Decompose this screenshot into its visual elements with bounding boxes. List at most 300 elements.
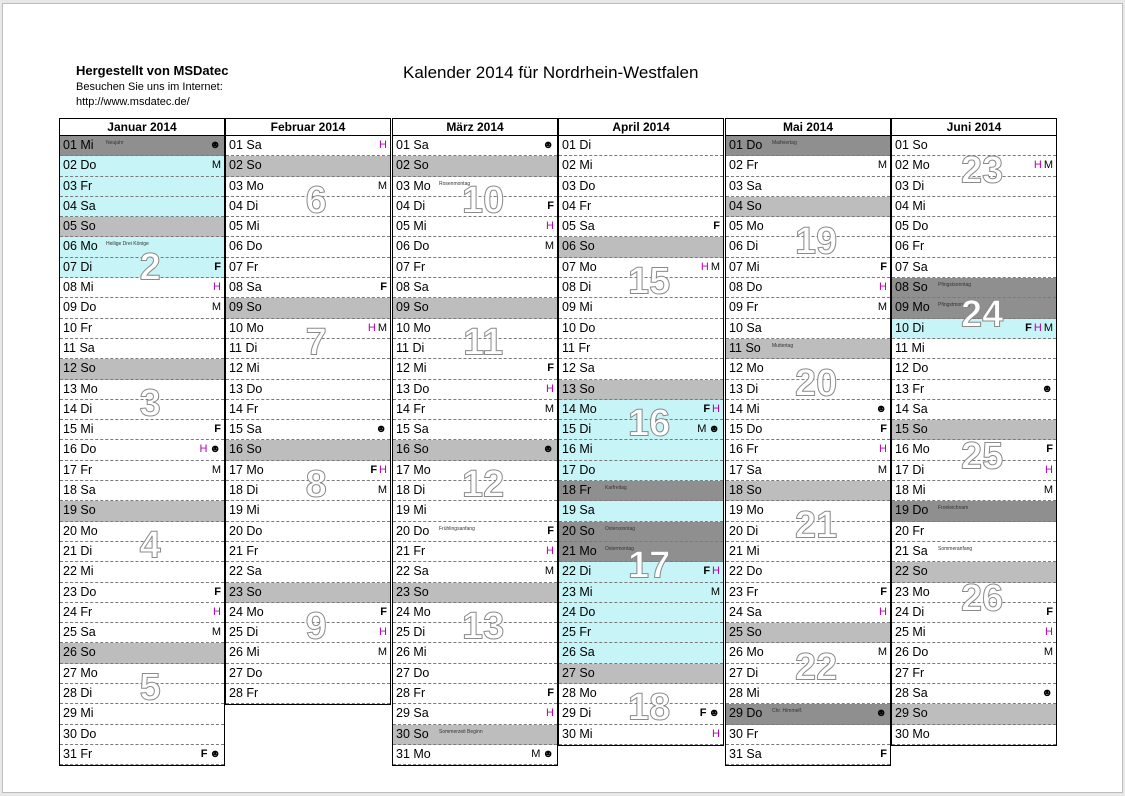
day-row [726,339,890,359]
day-row [60,217,224,237]
week-number-text: 25 [961,435,1004,478]
day-row [60,400,224,420]
day-row [559,237,723,257]
day-row [393,258,557,278]
day-row [60,725,224,745]
day-label: 02 Mi [562,158,593,173]
day-row [726,156,890,176]
day-label: 20 Do [396,523,430,538]
day-markers [213,281,221,293]
day-label: 06 So [562,239,595,254]
day-row [226,542,390,562]
day-label: 23 Mi [562,584,593,599]
day-row [393,583,557,603]
marker-H: H [712,565,720,578]
week-number-text: 17 [628,544,671,587]
marker-H: H [213,281,221,294]
company-url[interactable]: http://www.msdatec.de/ [76,96,190,108]
month-column [725,118,891,766]
day-label: 12 Sa [562,361,595,376]
day-label: 15 So [895,422,928,437]
day-label: 11 Di [396,340,425,355]
day-label: 14 Sa [895,401,928,416]
day-label: 11 Mi [895,340,925,355]
day-markers [1045,464,1053,476]
day-label: 16 Fr [729,442,759,457]
day-label: 14 Mo [562,401,597,416]
day-label: 09 Mi [562,300,593,315]
day-label: 29 Sa [396,706,429,721]
day-row [559,623,723,643]
marker-F: F [1025,321,1032,334]
day-row [393,522,557,542]
day-label: 27 Fr [895,665,925,680]
day-markers [878,301,887,313]
day-label: 17 Do [562,462,596,477]
marker-H: H [879,605,887,618]
day-row [393,684,557,704]
day-row [892,217,1056,237]
day-label: 22 Do [729,564,763,579]
marker-H: H [1045,626,1053,639]
marker-F: F [1046,443,1053,456]
marker-M: M [544,402,554,415]
marker-M: M [877,301,887,314]
day-label: 12 Mo [729,361,764,376]
day-markers [545,240,554,252]
week-number-text: 10 [462,179,505,222]
day-label: 13 Mo [63,381,98,396]
day-row [892,704,1056,724]
day-label: 08 Mi [63,280,94,295]
day-row [226,156,390,176]
day-label: 09 So [396,300,429,315]
day-row [393,725,557,745]
marker-H: H [213,605,221,618]
day-label: 05 Sa [562,219,595,234]
day-label: 06 Do [396,239,430,254]
day-label: 29 Do [729,706,763,721]
month-header: Mai 2014 [726,119,890,136]
day-label: 29 So [895,706,928,721]
marker-M: M [211,626,221,639]
holiday-name: Pfingstsonntag [938,282,972,289]
marker-M: M [377,484,387,497]
moon-phase-icon: ☻ [1041,687,1053,700]
moon-phase-icon: ☻ [708,423,720,436]
day-label: 24 Do [562,604,596,619]
day-label: 14 Fr [229,401,259,416]
day-label: 28 Mi [729,686,760,701]
day-row [726,136,890,156]
day-label: 18 Sa [63,483,96,498]
day-label: 29 Di [562,706,592,721]
day-markers [880,748,887,760]
day-label: 03 Mo [396,178,431,193]
week-number-text: 19 [795,220,838,263]
day-label: 06 Di [729,239,759,254]
day-row [393,298,557,318]
marker-H: H [879,443,887,456]
day-label: 23 Fr [729,584,759,599]
day-label: 05 Do [895,219,929,234]
day-markers [1041,383,1053,395]
day-row [559,258,723,278]
day-label: 08 Di [562,280,592,295]
day-label: 19 Mi [229,503,260,518]
day-row [892,359,1056,379]
day-row [726,278,890,298]
day-row [726,319,890,339]
day-label: 17 Mo [396,462,431,477]
day-label: 05 Mi [229,219,260,234]
week-number-text: 16 [628,402,671,445]
day-markers [879,281,887,293]
week-number-text: 3 [139,382,161,425]
day-label: 01 Do [729,138,763,152]
day-label: 26 Sa [562,645,595,660]
day-row [393,664,557,684]
day-label: 28 Mo [562,686,597,701]
day-row [559,704,723,724]
day-row [559,684,723,704]
day-row [726,440,890,460]
day-label: 19 Mi [396,503,427,518]
day-markers [712,728,720,740]
week-number-text: 12 [462,463,505,506]
day-row [393,177,557,197]
day-row [892,380,1056,400]
day-markers [201,748,221,760]
day-markers [547,200,554,212]
day-markers [545,565,554,577]
day-label: 09 Fr [729,300,759,315]
day-label: 18 Mi [895,483,926,498]
day-row [226,136,390,156]
day-row [393,603,557,623]
day-row [393,562,557,582]
day-label: 19 Mo [729,503,764,518]
day-label: 23 Mo [895,584,930,599]
day-markers [878,464,887,476]
marker-F: F [1046,605,1053,618]
day-markers [879,606,887,618]
day-label: 12 Mi [229,361,260,376]
day-list [559,136,723,745]
day-label: 22 Di [562,564,592,579]
day-label: 23 Do [63,584,97,599]
day-row [60,359,224,379]
month-column [225,118,391,705]
day-label: 03 Do [562,178,596,193]
day-row [60,339,224,359]
month-header: April 2014 [559,119,723,136]
day-markers [1044,484,1053,496]
day-markers [1046,443,1053,455]
moon-phase-icon: ☻ [542,139,554,151]
day-markers [542,139,554,151]
day-markers [214,586,221,598]
day-row [226,217,390,237]
day-markers [378,646,387,658]
day-row [726,725,890,745]
day-label: 02 Do [63,158,97,173]
day-row [726,603,890,623]
day-markers [875,403,887,415]
day-label: 16 Mi [562,442,593,457]
day-label: 20 Do [229,523,263,538]
day-label: 05 Mo [729,219,764,234]
day-row [60,562,224,582]
day-row [726,562,890,582]
week-number-text: 9 [305,605,327,648]
day-row [559,643,723,663]
day-markers [546,383,554,395]
day-row [60,420,224,440]
day-row [226,522,390,542]
day-label: 10 Fr [63,320,93,335]
day-row [60,237,224,257]
moon-phase-icon: ☻ [209,139,221,151]
week-number-text: 15 [628,260,671,303]
day-label: 10 Mo [229,320,264,335]
day-markers [199,443,221,455]
day-label: 25 Fr [562,625,592,640]
marker-H: H [712,727,720,740]
holiday-name: Chr. Himmelf. [772,708,803,715]
marker-M: M [531,747,541,760]
day-label: 09 Do [63,300,97,315]
day-row [60,461,224,481]
day-row [226,684,390,704]
day-row [226,420,390,440]
marker-F: F [214,585,221,598]
day-markers [213,606,221,618]
day-label: 13 So [562,381,595,396]
day-row [892,643,1056,663]
day-row [60,380,224,400]
day-row [559,420,723,440]
day-markers [703,565,720,577]
day-markers [212,464,221,476]
day-row [226,643,390,663]
day-label: 25 Mi [895,625,926,640]
day-row [892,339,1056,359]
day-label: 27 Do [396,665,430,680]
day-label: 26 Mi [396,645,427,660]
day-label: 18 Fr [562,483,592,498]
day-row [726,359,890,379]
day-label: 10 Di [895,320,925,335]
marker-M: M [1043,159,1053,172]
day-row [726,623,890,643]
day-label: 22 Mi [63,564,94,579]
day-markers [378,180,387,192]
day-row [559,197,723,217]
day-row [726,522,890,542]
moon-phase-icon: ☻ [875,707,887,720]
month-header: Februar 2014 [226,119,390,136]
marker-H: H [1033,159,1042,172]
day-label: 21 Fr [396,543,426,558]
day-row [60,522,224,542]
day-row [892,501,1056,521]
day-label: 01 Di [562,138,592,152]
day-row [559,319,723,339]
day-row [726,420,890,440]
holiday-name: Sommeranfang [938,545,973,552]
day-label: 19 Sa [562,503,595,518]
week-number-text: 26 [961,577,1004,620]
marker-F: F [713,220,720,233]
day-label: 26 So [63,645,96,660]
day-label: 18 Di [396,483,426,498]
marker-M: M [211,463,221,476]
day-label: 25 So [729,625,762,640]
day-row [60,603,224,623]
day-label: 21 Fr [229,543,259,558]
day-row [892,522,1056,542]
day-row [393,380,557,400]
day-row [226,501,390,521]
day-label: 15 Sa [396,422,429,437]
day-row [226,400,390,420]
day-row [892,725,1056,745]
day-list [393,136,557,765]
day-row [393,623,557,643]
day-row [393,237,557,257]
marker-H: H [199,443,208,456]
day-row [393,197,557,217]
day-label: 28 Fr [229,686,259,701]
day-label: 12 Mi [396,361,427,376]
day-row [393,461,557,481]
day-markers [701,261,720,273]
day-row [892,542,1056,562]
day-label: 30 Do [63,726,97,741]
day-label: 14 Di [63,401,93,416]
day-label: 08 So [895,280,928,295]
day-label: 28 Fr [396,686,426,701]
day-label: 19 So [63,503,96,518]
day-label: 12 So [63,361,96,376]
day-label: 24 Sa [729,604,762,619]
day-label: 02 So [229,158,262,173]
day-row [559,542,723,562]
day-row [892,440,1056,460]
month-header: März 2014 [393,119,557,136]
day-label: 22 Sa [229,564,262,579]
marker-F: F [880,260,887,273]
day-markers [880,586,887,598]
day-row [226,440,390,460]
day-markers [697,423,720,435]
day-label: 07 Sa [895,259,928,274]
day-markers [209,139,221,151]
day-markers [880,423,887,435]
day-row [60,623,224,643]
day-label: 15 Sa [229,422,262,437]
day-row [559,603,723,623]
day-label: 06 Mo [63,239,98,254]
day-row [226,664,390,684]
day-row [393,542,557,562]
day-markers [380,606,387,618]
day-row [60,319,224,339]
day-row [559,461,723,481]
week-number-text: 23 [961,149,1004,191]
day-label: 21 Sa [895,543,928,558]
day-list [892,136,1056,745]
holiday-name: Sommerzeit Beginn [439,728,483,735]
holiday-name: Frühlingsanfang [439,525,475,532]
marker-M: M [877,159,887,172]
day-label: 16 So [396,442,429,457]
day-row [60,542,224,562]
marker-F: F [703,402,711,415]
day-markers [212,626,221,638]
marker-F: F [880,585,887,598]
day-markers [547,362,554,374]
day-label: 03 Sa [729,178,762,193]
marker-M: M [1043,321,1053,334]
day-label: 17 Fr [63,462,93,477]
week-number-text: 8 [305,463,327,506]
day-label: 03 Di [895,178,925,193]
day-list [60,136,224,765]
day-row [226,278,390,298]
day-label: 28 Sa [895,686,928,701]
marker-F: F [547,362,554,375]
day-label: 05 So [63,219,96,234]
day-row [892,420,1056,440]
day-markers [375,423,387,435]
day-row [892,562,1056,582]
day-row [226,380,390,400]
day-label: 12 Do [895,361,929,376]
day-row [226,603,390,623]
day-markers [214,261,221,273]
day-row [892,197,1056,217]
moon-phase-icon: ☻ [375,423,387,436]
day-row [226,461,390,481]
day-label: 31 Sa [729,746,762,761]
day-markers [875,707,887,719]
day-markers [214,423,221,435]
marker-H: H [379,626,387,639]
day-label: 11 So [729,340,761,355]
day-markers [703,403,720,415]
day-label: 10 Mo [396,320,431,335]
day-label: 18 Di [229,483,259,498]
day-row [60,278,224,298]
holiday-name: Pfingstmontag [938,302,970,309]
day-label: 21 Di [63,543,93,558]
day-markers [212,159,221,171]
day-row [559,725,723,745]
day-row [559,440,723,460]
day-label: 27 So [562,665,595,680]
moon-phase-icon: ☻ [875,402,887,415]
marker-F: F [370,463,378,476]
marker-M: M [1043,646,1053,659]
marker-M: M [877,463,887,476]
holiday-name: Maifeiertag [772,140,797,146]
day-row [892,177,1056,197]
calendar-sheet [2,3,1123,793]
day-row [726,461,890,481]
day-row [726,501,890,521]
